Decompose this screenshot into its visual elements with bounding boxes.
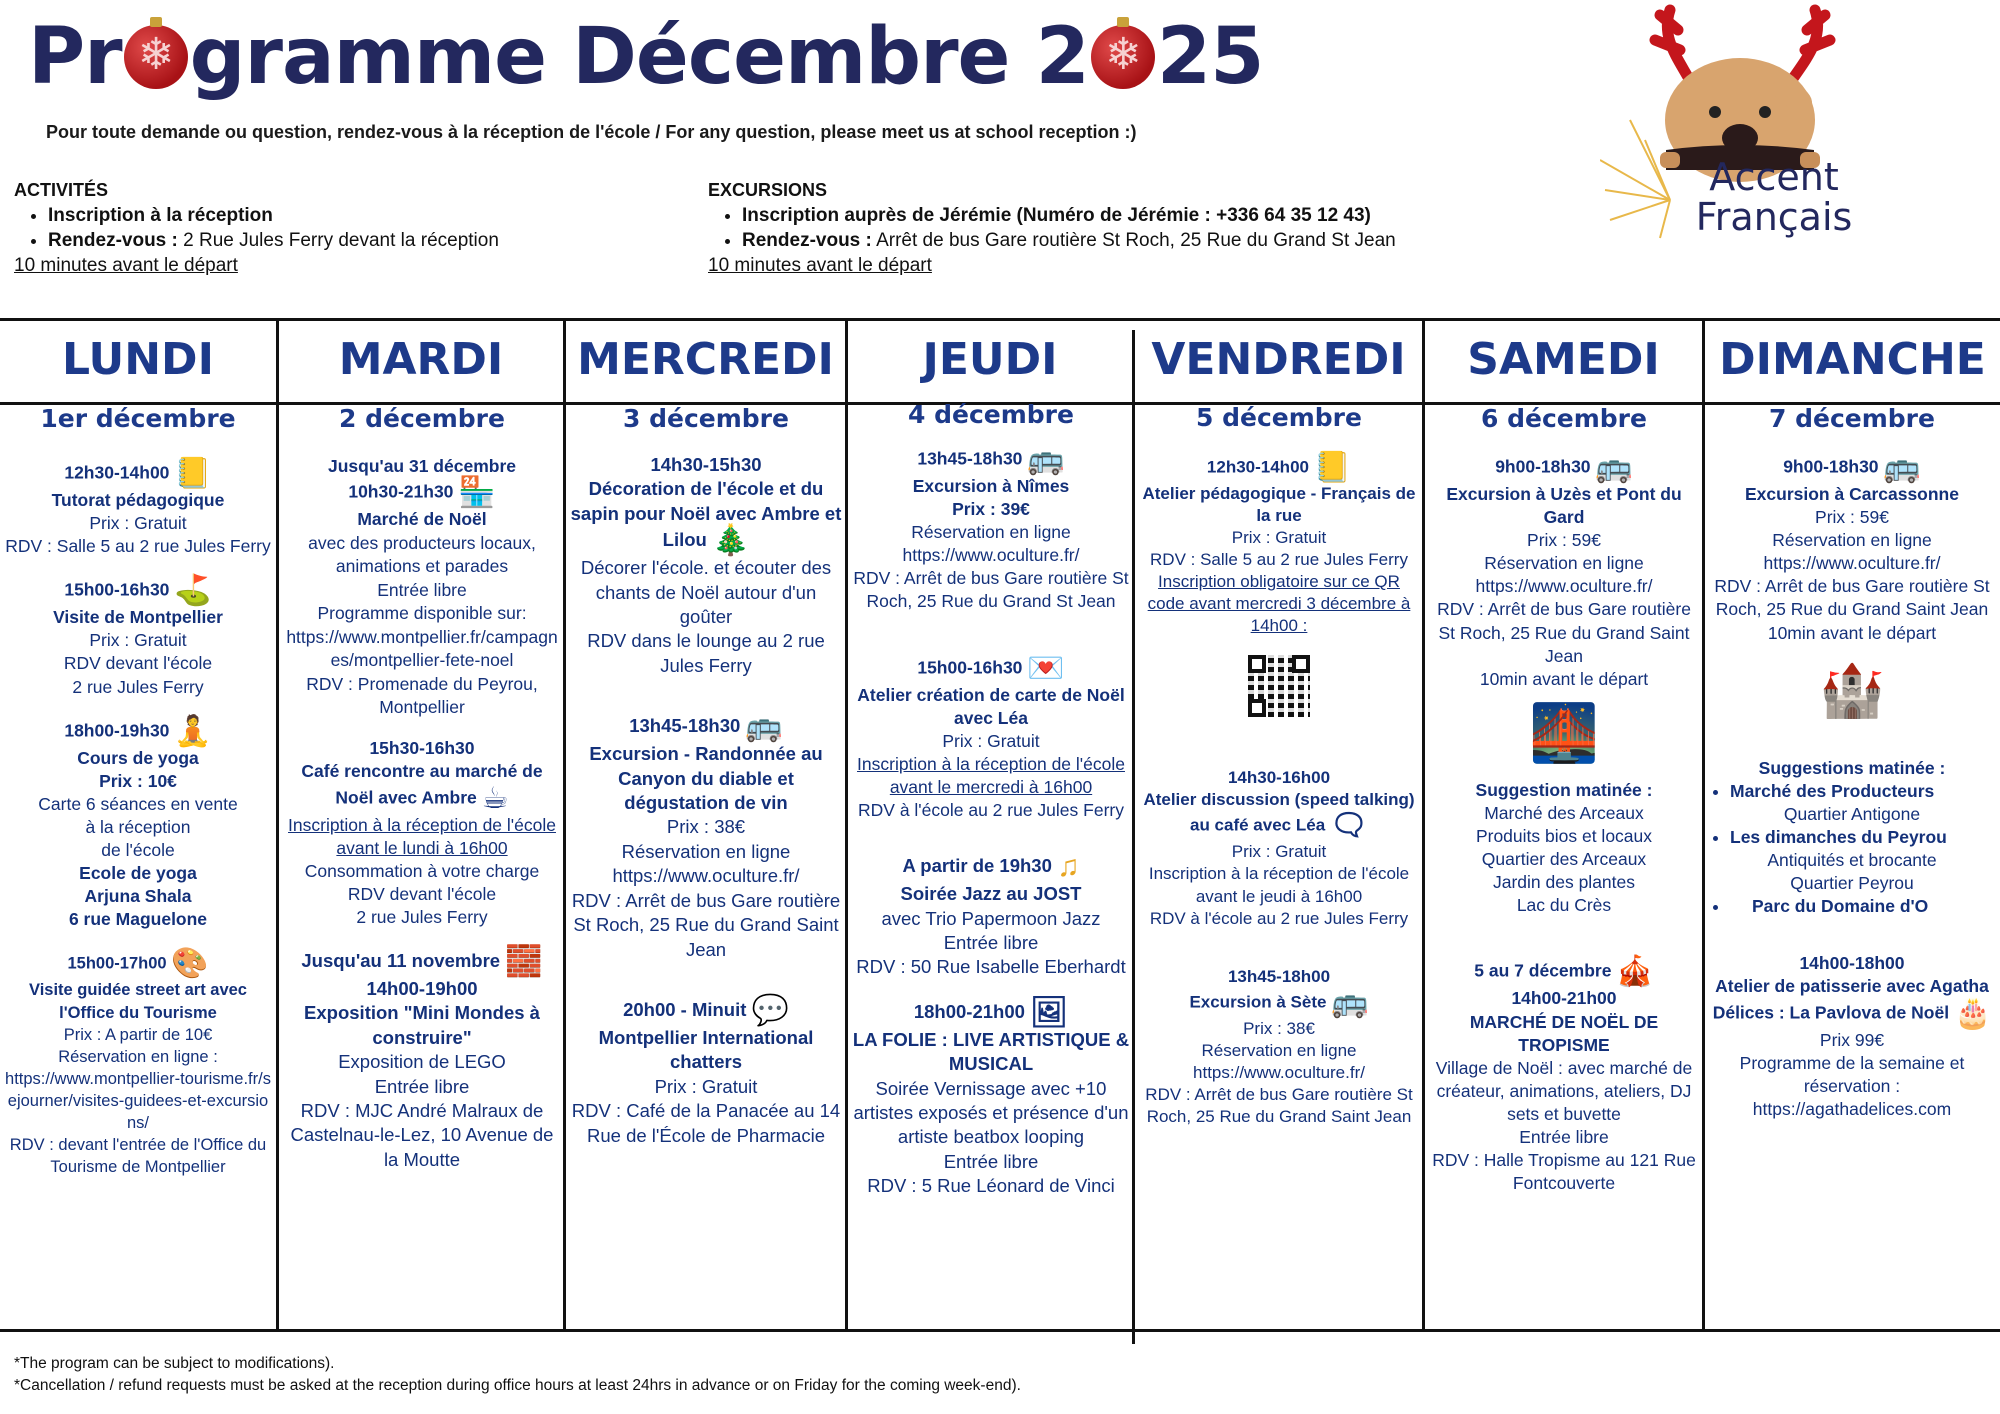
event-patisserie: 14h00-18h00 Atelier de patisserie avec Agatha Délices : La Pavlova de Noël 🎂 Prix 99€ Programme de la semaine et réservation : https://agathadelices.com xyxy=(1708,952,1996,1121)
grid-bottom-line xyxy=(0,1329,2000,1332)
event-international-chatters: 20h00 - Minuit 💬 Montpellier International chatters Prix : Gratuit RDV : Café de la Panacée au 14 Rue de l'École de Pharmacie xyxy=(571,993,841,1146)
excursions-note: 10 minutes avant le départ xyxy=(708,255,932,276)
spray-can-icon: 🎨 xyxy=(171,947,209,981)
event-tropisme: 5 au 7 décembre 🎪 14h00-21h00 MARCHÉ DE NOËL DE TROPISME Village de Noël : avec marché de créateur, animations, ateliers, DJ sets et buvette Entrée libre RDV : Halle Tropisme au 121 Rue Fontcouverte xyxy=(1432,955,1696,1194)
day-heading-dimanche: DIMANCHE xyxy=(1719,334,1986,385)
activities-note: 10 minutes avant le départ xyxy=(14,255,238,276)
column-lundi xyxy=(4,402,272,1196)
column-jeudi xyxy=(852,398,1130,1217)
excursions-info: EXCURSIONS • Inscription auprès de Jérémie (Numéro de Jérémie : +336 64 35 12 43) • Rendez-vous : Arrêt de bus Gare routière St Roch, 25 Rue du Grand St Jean 10 minutes avant le départ xyxy=(708,180,1588,277)
event-yoga: 18h00-19h30 🧘 Cours de yoga Prix : 10€ Carte 6 séances en vente à la réception de l'école Ecole de yoga Arjuna Shala 6 rue Maguelone xyxy=(38,714,238,930)
speech-bubbles-icon: 🗨 xyxy=(1329,809,1368,843)
date-vendredi: 5 décembre xyxy=(1196,403,1362,432)
excursions-item-1: Inscription auprès de Jérémie (Numéro de Jérémie : +336 64 35 12 43) xyxy=(742,205,1371,226)
col-divider xyxy=(1422,318,1425,1330)
day-heading-mardi: MARDI xyxy=(338,334,504,385)
footer-line-2: *Cancellation / refund requests must be asked at the reception during office hours at least 24hrs in advance or on Friday for the coming week-end). xyxy=(14,1376,1021,1394)
bus-icon: 🚌 xyxy=(1027,443,1065,476)
col-divider xyxy=(563,318,566,1330)
event-visite-montpellier: 15h00-16h30 ⛳ Visite de Montpellier Prix : Gratuit RDV devant l'école 2 rue Jules Ferry xyxy=(53,574,223,697)
excursions-heading: EXCURSIONS xyxy=(708,180,828,200)
date-samedi: 6 décembre xyxy=(1481,404,1647,433)
column-mardi xyxy=(284,402,560,1190)
column-dimanche xyxy=(1708,402,1996,1139)
bus-icon: 🚌 xyxy=(1331,985,1369,1019)
col-divider xyxy=(845,318,848,1330)
link-oculture[interactable]: https://www.oculture.fr/ xyxy=(1475,576,1653,597)
col-divider xyxy=(1702,318,1705,1330)
link-oculture[interactable]: https://www.oculture.fr/ xyxy=(1193,1063,1365,1082)
column-samedi xyxy=(1429,402,1699,1213)
christmas-card-icon: 💌 xyxy=(1027,651,1065,685)
christmas-ornament-icon xyxy=(124,25,188,89)
col-divider xyxy=(276,318,279,1330)
date-mercredi: 3 décembre xyxy=(623,404,789,433)
event-marche-noel: Jusqu'au 31 décembre 10h30-21h30 🏪 Marché de Noël avec des producteurs locaux, animations et parades Entrée libre Programme disponible sur: https://www.montpellier.fr/campagnes/montpellier-fete-noel RDV : Promenade du Peyrou, Montpellier xyxy=(284,455,560,719)
event-carte-noel: 15h00-16h30 💌 Atelier création de carte de Noël avec Léa Prix : Gratuit Inscription à la réception de l'école avant le mercredi à 16h00 RDV à l'école au 2 rue Jules Ferry xyxy=(857,651,1125,821)
event-speed-talking: 14h30-16h00 Atelier discussion (speed talking) au café avec Léa 🗨 Prix : Gratuit Inscription à la réception de l'école avant le jeudi à 16h00 RDV à l'école au 2 rue Jules Ferry xyxy=(1143,768,1415,928)
date-lundi: 1er décembre xyxy=(40,404,236,433)
link-agathadelices[interactable]: https://agathadelices.com xyxy=(1752,1098,1952,1119)
link-montpellier-fete-noel[interactable]: https://www.montpellier.fr/campagnes/montpellier-fete-noel xyxy=(286,626,558,671)
bus-icon: 🚌 xyxy=(1883,451,1921,484)
event-uzes-pont-gard: 9h00-18h30 🚌 Excursion à Uzès et Pont du Gard Prix : 59€ Réservation en ligne https://www.oculture.fr/ RDV : Arrêt de bus Gare routière St Roch, 25 Rue du Grand Saint Jean 10min avant le départ 🌉 xyxy=(1429,453,1699,761)
event-canyon-diable: 13h45-18h30 🚌 Excursion - Randonnée au Canyon du diable et dégustation de vin Prix : 38€ Réservation en ligne https://www.oculture.fr/ RDV : Arrêt de bus Gare routière St Roch, 25 Rue du Grand Saint Jean xyxy=(571,710,841,960)
subtitle: Pour toute demande ou question, rendez-vous à la réception de l'école / For any question, please meet us at school reception :) xyxy=(46,122,1137,142)
hot-drink-icon: ☕ xyxy=(481,781,509,815)
activities-info: ACTIVITÉS • Inscription à la réception • Rendez-vous : 2 Rue Jules Ferry devant la réception 10 minutes avant le départ xyxy=(14,180,674,277)
painting-frame-icon: 🖼 xyxy=(1030,995,1069,1029)
link-oculture[interactable]: https://www.oculture.fr/ xyxy=(612,865,800,887)
notebook-icon: 📒 xyxy=(174,457,212,490)
page-title: Pr❄ gramme Décembre 2❄ 25 xyxy=(28,18,1263,96)
date-mardi: 2 décembre xyxy=(339,404,505,433)
link-montpellier-tourisme[interactable]: https://www.montpellier-tourisme.fr/sejourner/visites-guidees-et-excursions/ xyxy=(5,1069,271,1133)
date-dimanche: 7 décembre xyxy=(1769,404,1935,433)
aqueduct-icon: 🌉 xyxy=(1529,700,1599,764)
event-francais-rue: 12h30-14h00 📒 Atelier pédagogique - Français de la rue Prix : Gratuit RDV : Salle 5 au 2 rue Jules Ferry Inscription obligatoire sur ce QR code avant mercredi 3 décembre à 14h00 : xyxy=(1139,453,1419,718)
footer-line-1: *The program can be subject to modifications). xyxy=(14,1355,335,1372)
event-tutorat: 12h30-14h00 📒 Tutorat pédagogique Prix : Gratuit RDV : Salle 5 au 2 rue Jules Ferry xyxy=(5,457,271,557)
qr-code[interactable] xyxy=(1248,655,1310,717)
day-heading-samedi: SAMEDI xyxy=(1467,334,1660,385)
cake-icon: 🎂 xyxy=(1953,996,1992,1030)
event-exposition-lego: Jusqu'au 11 novembre 🧱 14h00-19h00 Exposition "Mini Mondes à construire" Exposition de LEGO Entrée libre RDV : MJC André Malraux de Castelnau-le-Lez, 10 Avenue de la Moutte xyxy=(290,945,554,1170)
logo-line-2: Français xyxy=(1695,194,1853,239)
notebook-icon: 📒 xyxy=(1313,450,1352,484)
bus-icon: 🚌 xyxy=(745,710,783,744)
column-mercredi xyxy=(570,402,842,1166)
event-carcassonne: 9h00-18h30 🚌 Excursion à Carcassonne Prix : 59€ Réservation en ligne https://www.oculture.fr/ RDV : Arrêt de bus Gare routière St Roch, 25 Rue du Grand Saint Jean 10min avant le départ 🏰 xyxy=(1708,453,1996,717)
footer-notes xyxy=(14,1353,1021,1396)
yoga-icon: 🧘 xyxy=(174,714,212,748)
event-cafe-rencontre: 15h30-16h30 Café rencontre au marché de Noël avec Ambre ☕ Inscription à la réception de l'école avant le lundi à 16h00 Consommation à votre charge RDV devant l'école 2 rue Jules Ferry xyxy=(288,738,556,927)
date-jeudi: 4 décembre xyxy=(908,400,1074,429)
day-heading-mercredi: MERCREDI xyxy=(577,334,834,385)
logo-line-1: Accent xyxy=(1709,155,1839,199)
event-jazz-jost: A partir de 19h30 ♫ Soirée Jazz au JOST avec Trio Papermoon Jazz Entrée libre RDV : 50 Rue Isabelle Eberhardt xyxy=(856,850,1126,978)
grid-top-line xyxy=(0,318,2000,321)
event-street-art: 15h00-17h00 🎨 Visite guidée street art avec l'Office du Tourisme Prix : A partir de 10€ Réservation en ligne : https://www.montpellier-tourisme.fr/sejourner/visites-guidees-et-excursions/ RDV : devant l'entrée de l'Office du Tourisme de Montpellier xyxy=(5,947,271,1177)
link-oculture[interactable]: https://www.oculture.fr/ xyxy=(1763,553,1941,574)
event-nimes: 13h45-18h30 🚌 Excursion à Nîmes Prix : 39€ Réservation en ligne https://www.oculture.fr/ RDV : Arrêt de bus Gare routière St Roch, 25 Rue du Grand St Jean xyxy=(853,443,1129,612)
col-divider xyxy=(1132,330,1135,1344)
event-decoration: 14h30-15h30 Décoration de l'école et du sapin pour Noël avec Ambre et Lilou 🎄 Décorer l'école. et écouter des chants de Noël autour d'un goûter RDV dans le lounge au 2 rue Jules Ferry xyxy=(570,454,842,676)
castle-icon: 🏰 xyxy=(1819,661,1885,720)
suggestion-matinee-dimanche: Suggestions matinée : • Marché des Producteurs Quartier Antigone • Les dimanches du Peyrou Antiquités et brocante Quartier Peyrou • Parc du Domaine d'O xyxy=(1708,757,1996,919)
market-stall-icon: 🎪 xyxy=(1616,955,1654,989)
day-heading-lundi: LUNDI xyxy=(62,334,214,385)
activities-heading: ACTIVITÉS xyxy=(14,180,109,200)
accent-francais-logo xyxy=(1600,0,1880,240)
column-vendredi xyxy=(1139,402,1419,1146)
market-stall-icon: 🏪 xyxy=(458,476,496,510)
event-la-folie: 18h00-21h00 🖼 LA FOLIE : LIVE ARTISTIQUE & MUSICAL Soirée Vernissage avec +10 artistes exposés et présence d'un artiste beatbox looping Entrée libre RDV : 5 Rue Léonard de Vinci xyxy=(852,995,1130,1197)
christmas-tree-icon: 🎄 xyxy=(711,524,750,558)
day-heading-vendredi: VENDREDI xyxy=(1151,334,1406,385)
christmas-ornament-icon xyxy=(1091,25,1155,89)
chat-bubble-icon: 💬 xyxy=(751,993,789,1027)
music-notes-icon: ♫ xyxy=(1057,850,1080,884)
activities-item-1: Inscription à la réception xyxy=(48,205,273,226)
suggestion-matinee-samedi: Suggestion matinée : Marché des Arceaux Produits bios et locaux Quartier des Arceaux Jardin des plantes Lac du Crès xyxy=(1475,779,1653,916)
day-heading-jeudi: JEUDI xyxy=(922,334,1058,385)
flag-icon: ⛳ xyxy=(174,574,212,608)
link-oculture[interactable]: https://www.oculture.fr/ xyxy=(902,545,1080,566)
bus-icon: 🚌 xyxy=(1595,451,1633,484)
lego-bricks-icon: 🧱 xyxy=(505,945,543,979)
event-sete: 13h45-18h00 Excursion à Sète 🚌 Prix : 38€ Réservation en ligne https://www.oculture.fr/ RDV : Arrêt de bus Gare routière St Roch, 25 Rue du Grand Saint Jean xyxy=(1139,966,1419,1129)
